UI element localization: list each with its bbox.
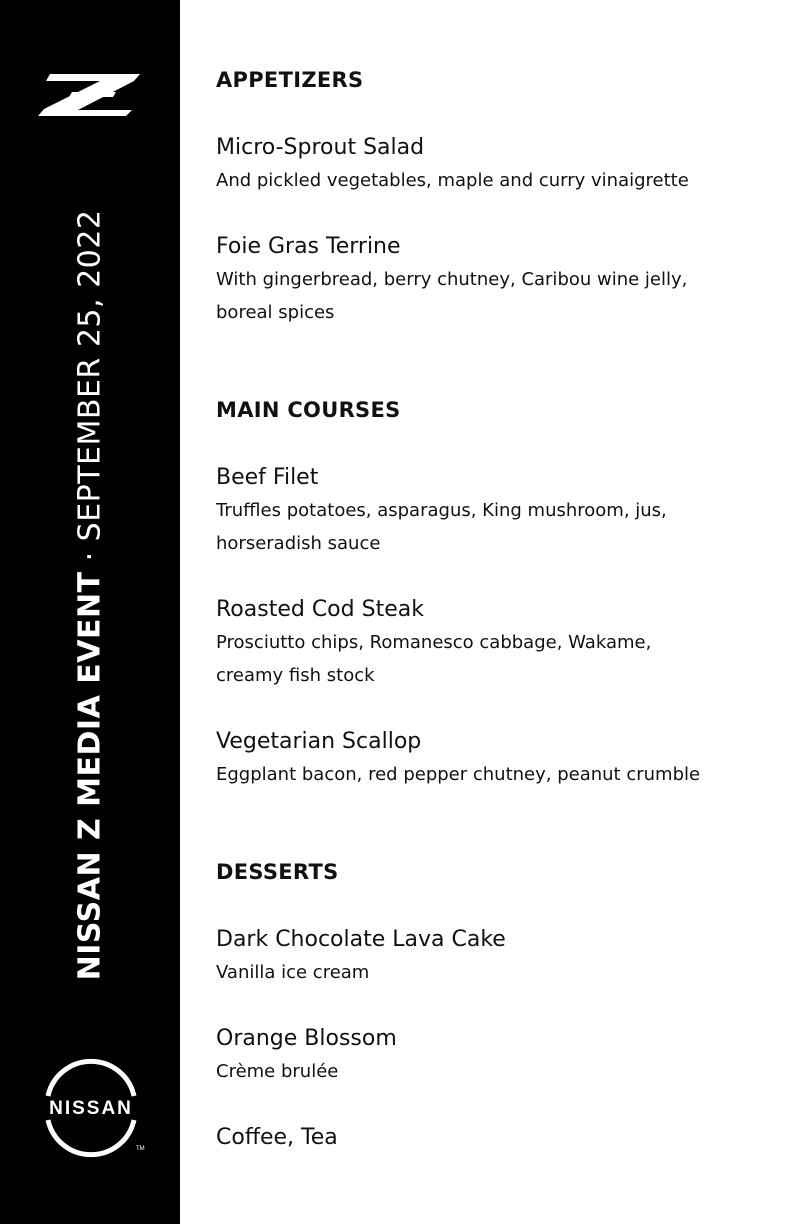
event-name: NISSAN Z MEDIA EVENT: [72, 571, 108, 981]
dish-item: [216, 134, 776, 197]
dish-item: [216, 596, 776, 692]
title-separator: ·: [72, 541, 108, 572]
section-heading-appetizers: APPETIZERS: [216, 68, 364, 92]
section-heading-main-courses: MAIN COURSES: [216, 398, 401, 422]
trademark-mark: TM: [136, 1146, 145, 1152]
dish-description: Vanilla ice cream: [216, 962, 370, 983]
dish-name: Vegetarian Scallop: [216, 729, 422, 754]
dish-description: Eggplant bacon, red pepper chutney, peanut crumble: [216, 764, 701, 785]
section-heading-desserts: DESSERTS: [216, 860, 339, 884]
nissan-logo-icon: [32, 1058, 150, 1158]
dish-description: And pickled vegetables, maple and curry vinaigrette: [216, 170, 689, 191]
dish-description: Truffles potatoes, asparagus, King mushroom, jus, horseradish sauce: [216, 500, 667, 554]
event-title-vertical: [73, 210, 108, 981]
dish-item: [216, 464, 776, 560]
dish-item: [216, 1124, 776, 1152]
dish-name: Dark Chocolate Lava Cake: [216, 927, 506, 952]
dish-description: With gingerbread, berry chutney, Caribou wine jelly, boreal spices: [216, 269, 688, 323]
dish-description: Crème brulée: [216, 1061, 339, 1082]
dish-item: [216, 728, 776, 791]
dish-name: Coffee, Tea: [216, 1125, 338, 1150]
dish-name: Orange Blossom: [216, 1026, 397, 1051]
sidebar: [0, 0, 180, 1224]
dish-description: Prosciutto chips, Romanesco cabbage, Wakame, creamy fish stock: [216, 632, 652, 686]
event-date: SEPTEMBER 25, 2022: [72, 209, 108, 542]
dish-item: [216, 1025, 776, 1088]
z-logo-icon: [36, 70, 144, 118]
dish-name: Roasted Cod Steak: [216, 597, 424, 622]
dish-name: Micro-Sprout Salad: [216, 135, 425, 160]
dish-item: [216, 926, 776, 989]
nissan-logo-text: NISSAN: [49, 1098, 133, 1119]
dish-item: [216, 233, 776, 329]
dish-name: Beef Filet: [216, 465, 319, 490]
dish-name: Foie Gras Terrine: [216, 234, 401, 259]
